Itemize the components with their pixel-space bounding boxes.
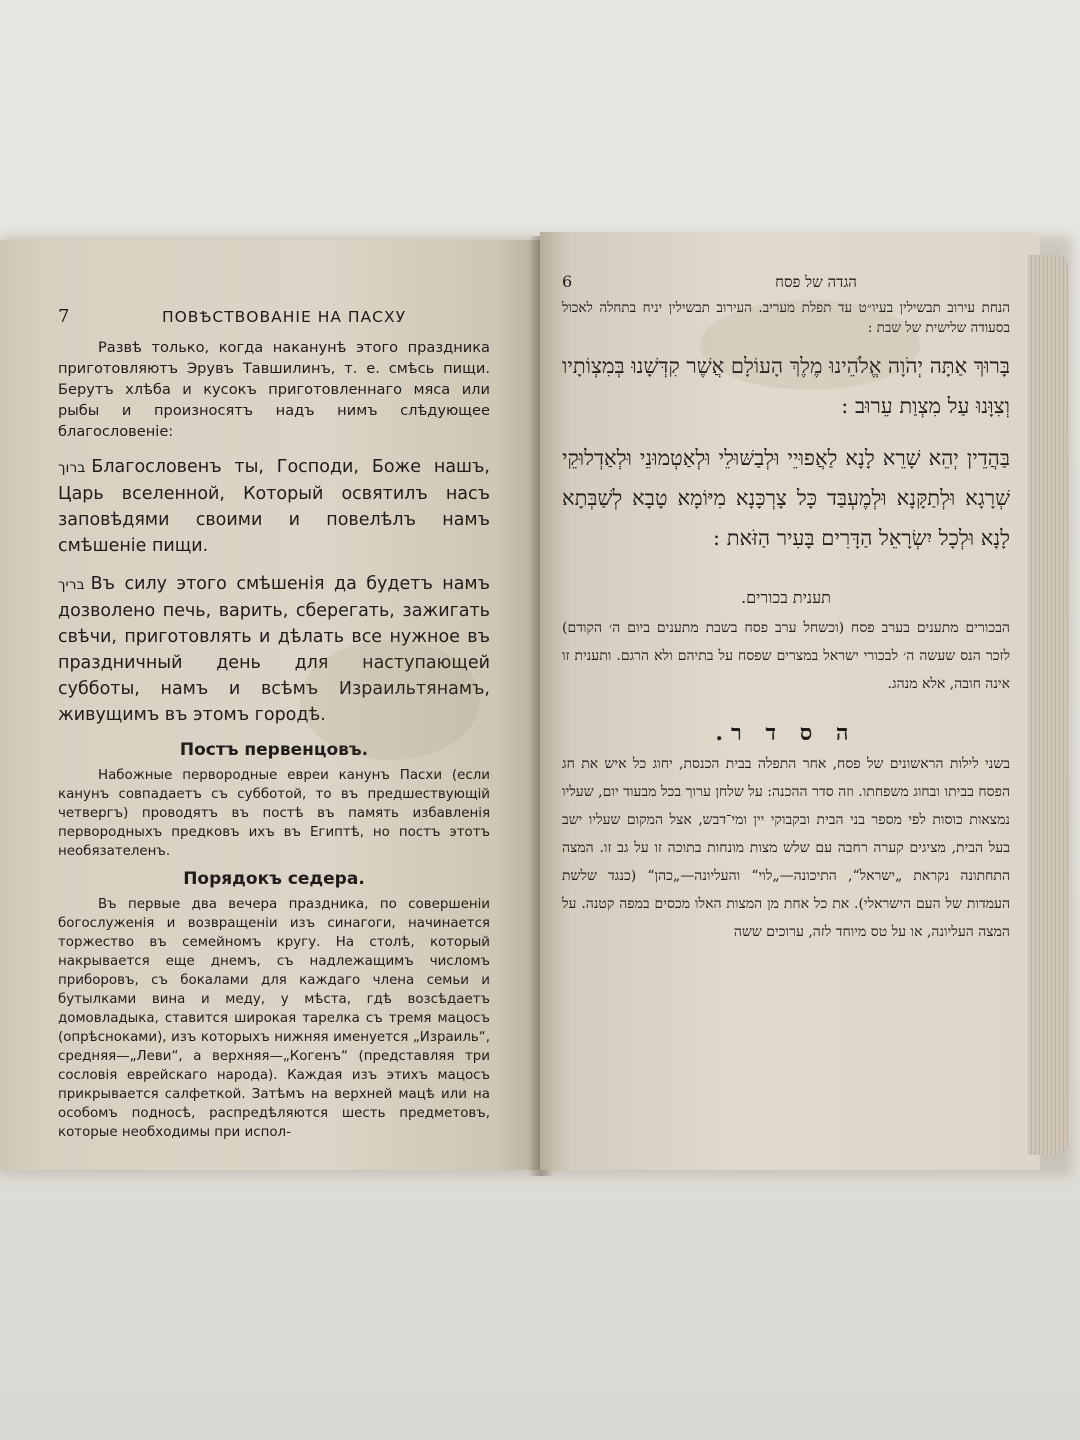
right-page (540, 232, 1040, 1170)
hebrew-fast-paragraph: הבכורים מתענים בערב פסח (וכשחל ערב פסח בשבת מתענים ביום ה׳ הקודם) לזכר הנס שעשה ה׳ לבכורי ישראל במצרים שפסח על בתיהם ולא הרגם. ותענית זו אינה חובה, אלא מנהג. (562, 620, 1010, 692)
blessing-hebrew-lead: ברוך (58, 460, 86, 476)
fast-paragraph: Набожные первородные евреи канунъ Пасхи (если канунъ совпадаетъ съ субботой, то въ предшествующій четвергъ) проводятъ въ постѣ въ память избавленія первородныхъ предковъ ихъ въ Египтѣ, но постъ этотъ необязателенъ. (58, 768, 490, 859)
eruv-text: Въ силу этого смѣшенія да будетъ намъ дозволено печь, варить, сберегать, зажигать свѣчи, приготовлять и дѣлать все нужное въ праздничный день для наступающей субботы, намъ и всѣмъ Израильтянамъ, живущимъ въ этомъ городѣ. (58, 574, 490, 725)
right-page-number: 6 (562, 272, 573, 291)
left-page (0, 240, 540, 1170)
hebrew-seder-paragraph: בשני לילות הראשונים של פסח, אחר התפלה בבית הכנסת, יחוג כל איש את חג הפסח בביתו ובחוג משפחתו. וזה סדר ההכנה: על שלחן ערוך בכל מבעוד יום, שעליו נמצאות כוסות לפי מספר בני הבית ובקבוקי יין ומי־דבש, אצל המקום שעליו ישב בעל הבית, מציגים קערה רחבה עם שלש מצות מונחות בתוכה זו על גב זו. המצה התחתונה נקראת „ישראל“, התיכונה—„לוי“ והעליונה—„כהן“ (כנגד שלשת העמדות של העם הישראלי). את כל אחת מן המצות האלו מכסים במפה קטנה. על המצה העליונה, או על טס מיוחד לזה, ערוכים ששה (562, 756, 1010, 940)
eruv-hebrew-lead: בריך (58, 577, 85, 593)
blessing-text: Благословенъ ты, Господи, Боже нашъ, Царь вселенной, Который освятилъ насъ заповѣдями своими и повелѣлъ намъ смѣшеніе пищи. (58, 457, 490, 556)
blessing-paragraph (58, 454, 490, 559)
hebrew-seder-heading: ה ס ד ר. (715, 720, 857, 746)
eruv-instruction-note: הנחת עירוב תבשילין בעיו״ט עד תפלת מעריב. העירוב תבשילין יניח בתחלה לאכול בסעודה שלישית של שבת : (562, 300, 1010, 336)
eruv-paragraph (58, 571, 490, 728)
left-running-title: ПОВѢСТВОВАНІЕ НА ПАСХУ (161, 308, 407, 326)
fast-heading: Постъ первенцовъ. (179, 740, 369, 760)
seder-paragraph: Въ первые два вечера праздника, по совершеніи богослуженія и возвращеніи изъ синагоги, начинается торжество въ семейномъ кругу. На столѣ, который накрывается еще днемъ, съ надлежащимъ числомъ приборовъ, съ бокалами для каждаго члена семьи и бутылками вина и меду, у мѣста, гдѣ возсѣдаетъ домовладыка, ставится широкая тарелка съ тремя мацосъ (опрѣсноками), изъ которыхъ нижняя именуется „Израиль“, средняя—„Леви“, а верхняя—„Когенъ“ (представляя три сословія еврейскаго народа). Каждая изъ этихъ мацосъ прикрывается салфеткой. Затѣмъ на верхней мацѣ или на особомъ подносѣ, распредѣляются шесть предметовъ, которые необходимы при испол- (58, 897, 490, 1140)
hebrew-blessing: בָּרוּךְ אַתָּה יְהֹוָה אֱלֹהֵינוּ מֶלֶךְ הָעוֹלָם אֲשֶׁר קִדְּשָׁנוּ בְּמִצְוֹתָיו וְצִוָּנוּ עַל מִצְוַת עֵרוּב : (562, 354, 1010, 418)
intro-paragraph: Развѣ только, когда наканунѣ этого праздника приготовляютъ Эрувъ Тавшилинъ, т. е. смѣсь пищи. Берутъ хлѣба и кусокъ приготовленнаго мяса или рыбы и произносятъ надъ нимъ слѣдующее благословеніе: (58, 339, 490, 440)
seder-heading: Порядокъ седера. (183, 869, 365, 889)
left-running-head (58, 306, 490, 327)
left-page-number: 7 (58, 306, 70, 327)
right-running-head (562, 272, 1010, 292)
hebrew-fast-heading: תענית בכורים. (741, 588, 831, 607)
right-running-title: הגדה של פסח (775, 273, 857, 291)
aramaic-eruv-formula: בַּהֲדֵין יְהֵא שָׁרֵא לָנָא לַאֲפוּיֵי וּלְבַשּׁוּלֵי וּלְאַטְמוּנֵי וּלְאַדְלוּקֵי שְׁרָגָא וּלְתַקָּנָא וּלְמֶעְבַּד כָּל צָרְכָּנָא מִיּוֹמָא טָבָא לְשַׁבְּתָא לָנָא וּלְכָל יִשְׂרָאֵל הַדָּרִים בָּעִיר הַזֹּאת : (562, 446, 1010, 550)
page-stack-edge (1028, 255, 1068, 1155)
